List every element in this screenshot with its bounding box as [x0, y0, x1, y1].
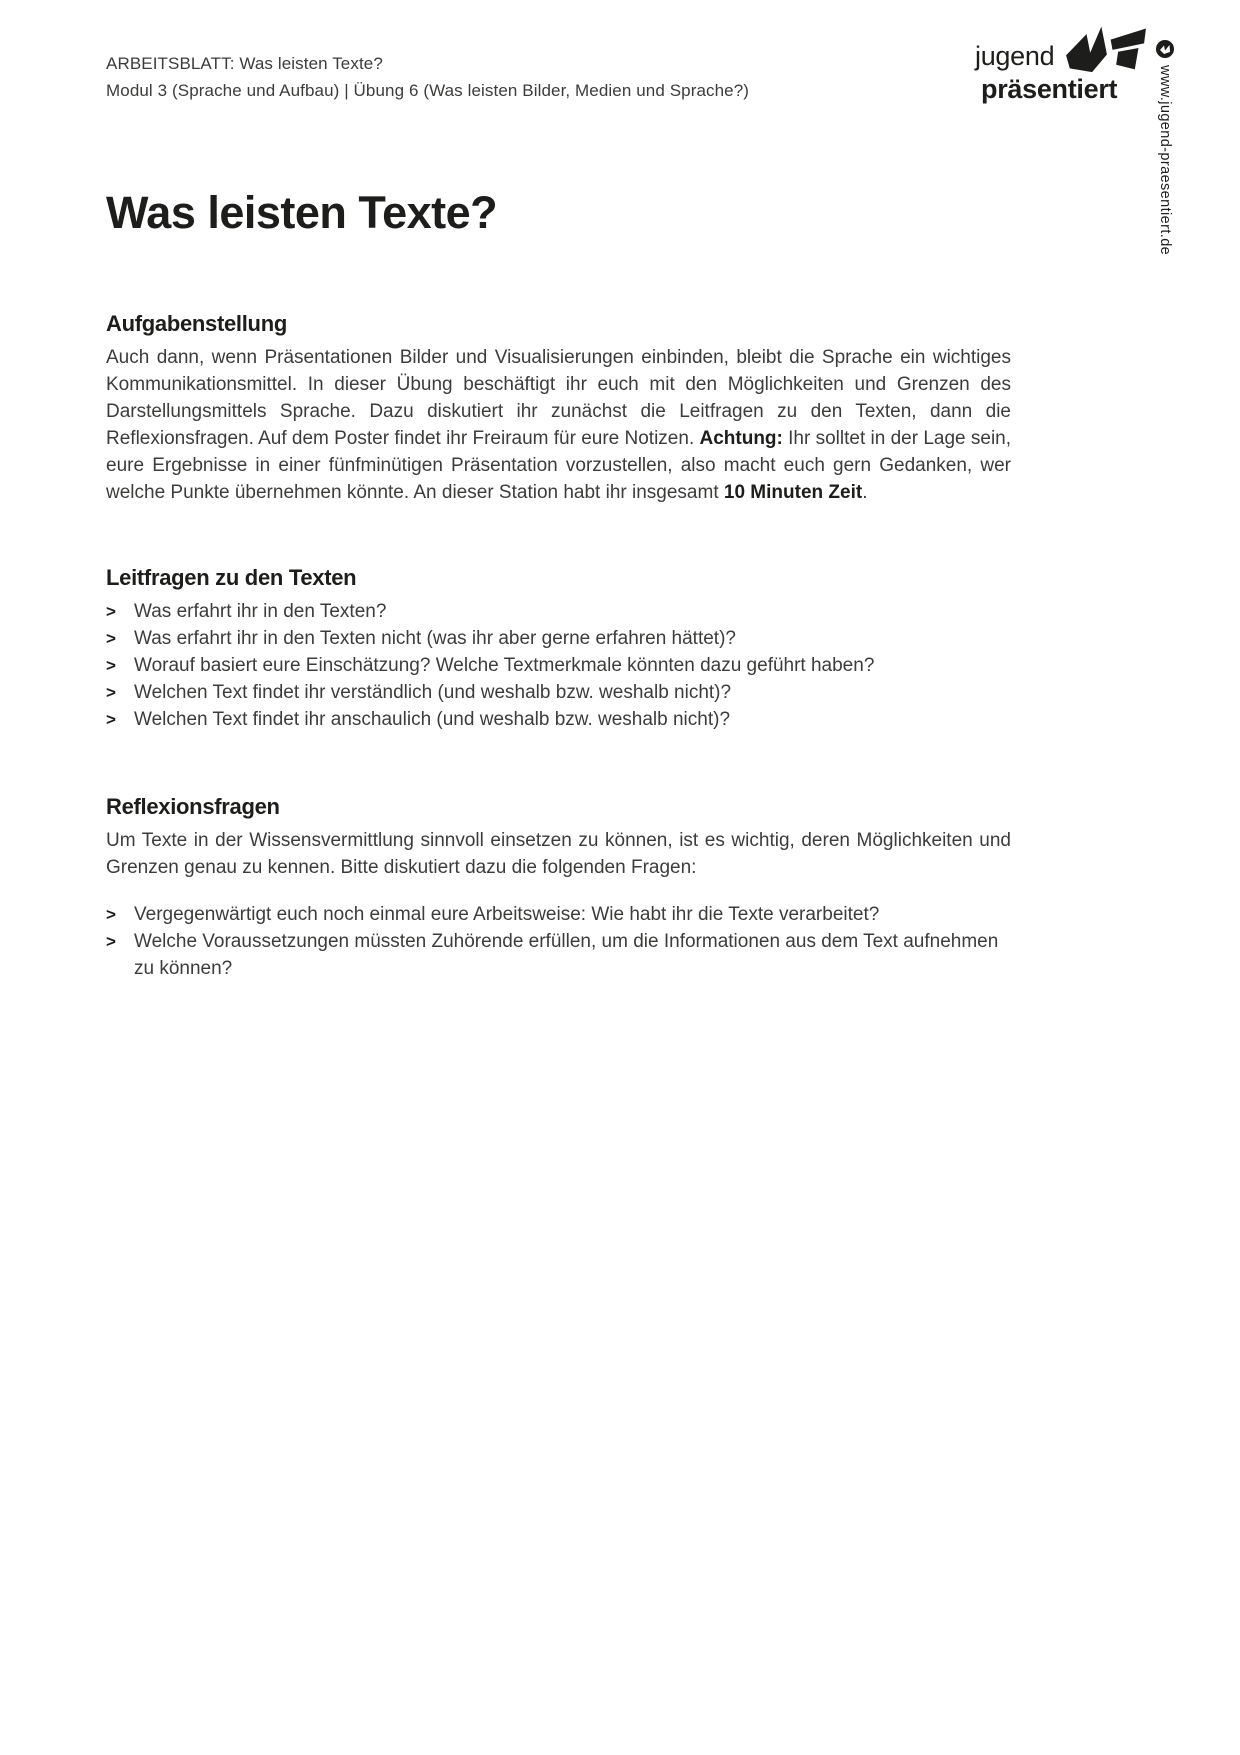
chevron-bullet-icon: >: [106, 656, 116, 675]
list-item: [106, 598, 1011, 625]
reflexionsfragen-heading: Reflexionsfragen: [106, 794, 280, 819]
document-header: [106, 50, 1011, 104]
list-item-text: Welchen Text findet ihr verständlich (und weshalb bzw. weshalb nicht)?: [134, 682, 732, 703]
list-item-text: Vergegenwärtigt euch noch einmal eure Arbeitsweise: Wie habt ihr die Texte verarbeitet?: [134, 904, 880, 925]
leitfragen-list: [106, 598, 1011, 733]
site-globe-icon: [1156, 40, 1174, 58]
site-credit: [1156, 40, 1174, 255]
achtung-emphasis: Achtung:: [699, 428, 783, 449]
aufgabenstellung-paragraph: [106, 344, 1011, 506]
list-item: [106, 706, 1011, 733]
list-item: [106, 679, 1011, 706]
chevron-bullet-icon: >: [106, 710, 116, 729]
reflexionsfragen-intro: Um Texte in der Wissensvermittlung sinnvoll einsetzen zu können, ist es wichtig, deren Möglichkeiten und Grenzen genau zu kennen. Bitte diskutiert dazu die folgenden Fragen:: [106, 830, 1011, 878]
chevron-bullet-icon: >: [106, 905, 116, 924]
page-title: Was leisten Texte?: [106, 187, 498, 238]
chevron-bullet-icon: >: [106, 629, 116, 648]
paragraph-text: Auch dann, wenn Präsentationen Bilder und Visualisierungen einbinden, bleibt die Sprache ein wichtiges Kommunikationsmittel. In dieser Übung beschäftigt ihr euch mit den Möglichkeiten und Grenzen des Darstellungsmittels Sprache. Dazu diskutiert ihr zunächst die Leitfragen zu den Texten, dann die Reflexionsfragen. Auf dem Poster findet ihr Freiraum für eure Notizen.: [106, 347, 1011, 449]
chevron-bullet-icon: >: [106, 683, 116, 702]
site-url: www.jugend-praesentiert.de: [1157, 65, 1173, 256]
time-emphasis: 10 Minuten Zeit: [723, 482, 863, 503]
reflexionsfragen-list: [106, 901, 1011, 982]
list-item: [106, 625, 1011, 652]
header-line-2: Modul 3 (Sprache und Aufbau) | Übung 6 (Was leisten Bilder, Medien und Sprache?): [106, 81, 750, 100]
logo-word-praesentiert: präsentiert: [981, 74, 1118, 104]
aufgabenstellung-heading: Aufgabenstellung: [106, 311, 287, 336]
leitfragen-heading: Leitfragen zu den Texten: [106, 565, 357, 590]
paragraph-text: Ihr solltet in der Lage sein, eure Ergebnisse in einer fünfminütigen Präsentation vorzustellen, also macht euch gern Gedanken, wer welche Punkte übernehmen könnte. An dieser Station habt ihr insgesamt: [106, 428, 1012, 503]
chevron-bullet-icon: >: [106, 602, 116, 621]
list-item: [106, 901, 1011, 928]
list-item-text: Worauf basiert eure Einschätzung? Welche Textmerkmale könnten dazu geführt haben?: [134, 655, 875, 676]
jugend-praesentiert-mark-icon: [1063, 22, 1149, 74]
list-item-text: Was erfahrt ihr in den Texten?: [134, 601, 387, 622]
list-item-text: Welche Voraussetzungen müssten Zuhörende erfüllen, um die Informationen aus dem Text aufnehmen zu können?: [134, 931, 999, 979]
header-line-1: ARBEITSBLATT: Was leisten Texte?: [106, 54, 383, 73]
section-reflexionsfragen: [106, 793, 1011, 982]
content-column: [106, 50, 1011, 982]
list-item: [106, 652, 1011, 679]
paragraph-text: .: [862, 482, 868, 503]
section-leitfragen: [106, 564, 1011, 733]
section-aufgabenstellung: [106, 310, 1011, 506]
chevron-bullet-icon: >: [106, 932, 116, 951]
list-item-text: Was erfahrt ihr in den Texten nicht (was ihr aber gerne erfahren hättet)?: [134, 628, 736, 649]
logo-word-jugend: jugend: [975, 41, 1055, 71]
list-item: [106, 928, 1011, 982]
list-item-text: Welchen Text findet ihr anschaulich (und weshalb bzw. weshalb nicht)?: [134, 709, 731, 730]
